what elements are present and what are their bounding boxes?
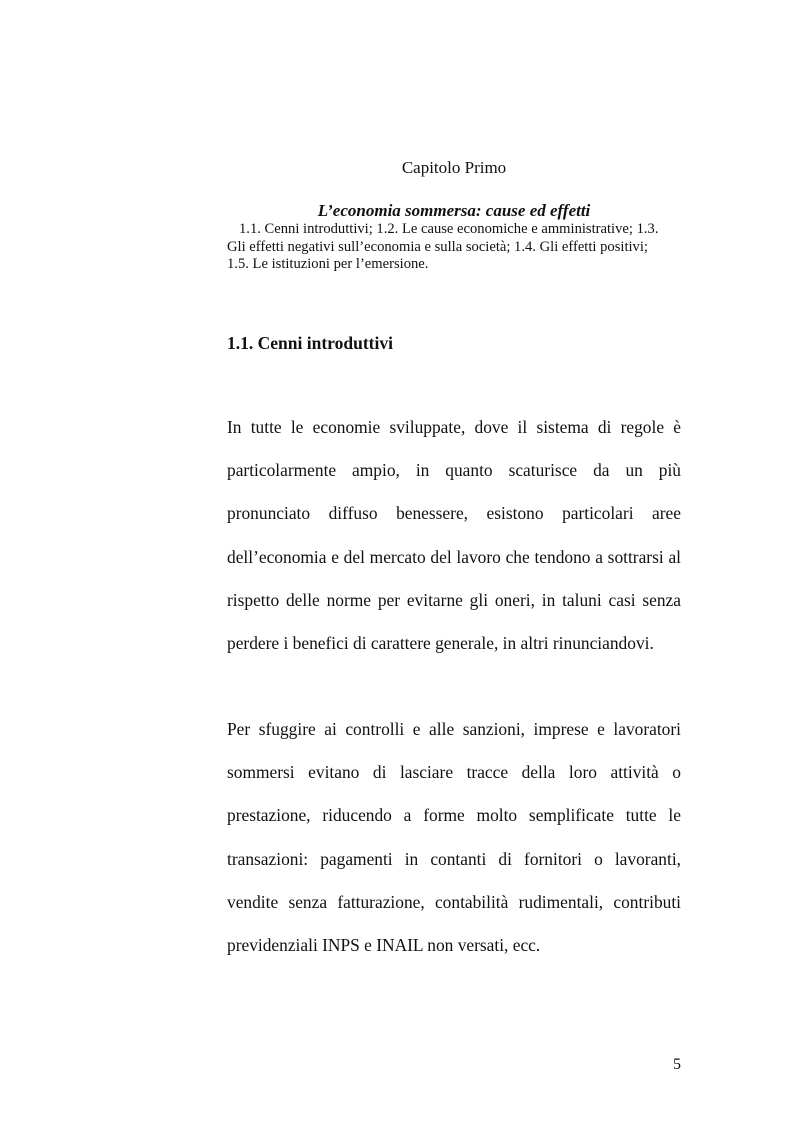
- section-heading: 1.1. Cenni introduttivi: [227, 333, 393, 353]
- body-paragraph-1: In tutte le economie sviluppate, dove il sistema di regole è particolarmente ampio, in quanto scaturisce da un più pronunciato diffuso benessere, esistono particolari aree dell’economia e del mercato del lavoro che tendono a sottrarsi al rispetto delle norme per evitarne gli oneri, in taluni casi senza perdere i benefici di carattere generale, in altri rinunciandovi.: [227, 417, 681, 654]
- page-number: 5: [673, 1056, 681, 1073]
- body-paragraph-2: Per sfuggire ai controlli e alle sanzioni, imprese e lavoratori sommersi evitano di lasciare tracce della loro attività o prestazione, riducendo a forme molto semplificate tutte le transazioni: pagamenti in contanti di fornitori o lavoranti, vendite senza fatturazione, contabilità rudimentali, contributi previdenziali INPS e INAIL non versati, ecc.: [227, 719, 681, 956]
- chapter-contents: 1.1. Cenni introduttivi; 1.2. Le cause economiche e amministrative; 1.3. Gli effetti negativi sull’economia e sulla società; 1.4. Gli effetti positivi; 1.5. Le istituzioni per l’emersione.: [227, 221, 659, 272]
- chapter-title: L’economia sommersa: cause ed effetti: [317, 201, 591, 220]
- chapter-label: Capitolo Primo: [401, 158, 507, 177]
